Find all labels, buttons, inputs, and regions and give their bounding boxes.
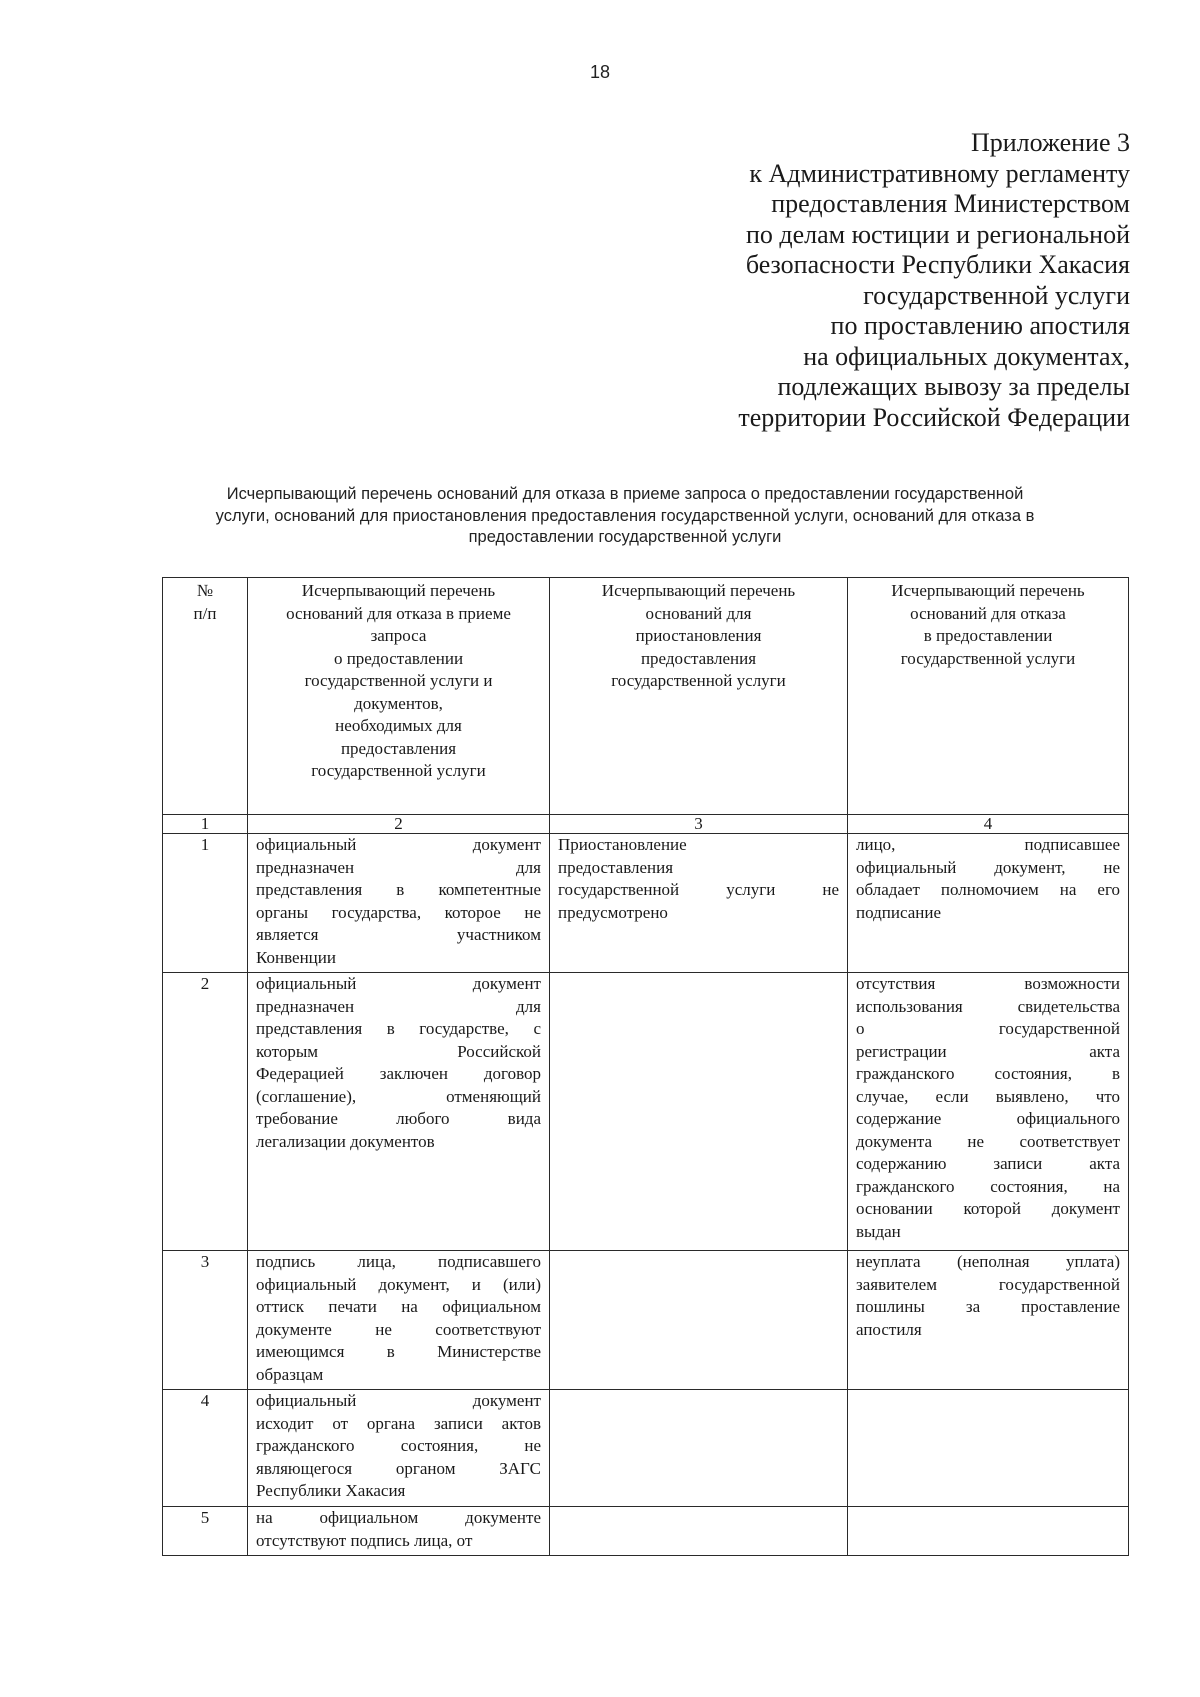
header-line: Исчерпывающий перечень xyxy=(601,581,796,600)
cell-line: основании которой документ xyxy=(856,1199,1120,1218)
title-line: услуги, оснований для приостановления предоставления государственной услуги, оснований для отказа в xyxy=(215,506,1035,525)
cell-line: представления в компетентные xyxy=(256,880,541,899)
cell-refusal-intake xyxy=(248,834,550,973)
column-number-row xyxy=(163,815,1129,834)
header-cell-suspension xyxy=(550,578,848,815)
header-line: оснований для отказа xyxy=(910,603,1066,623)
appendix-line: Приложение 3 xyxy=(970,128,1130,157)
cell-line: государственной услуги не xyxy=(558,880,839,899)
cell-line: заявителем государственной xyxy=(856,1274,1120,1294)
header-cell-refusal-intake xyxy=(248,578,550,815)
cell-line: подпись лица, подписавшего xyxy=(256,1252,541,1271)
header-line: государственной услуги xyxy=(311,761,486,780)
cell-line: предназначен для xyxy=(256,996,541,1016)
cell-line: неуплата (неполная уплата) xyxy=(856,1252,1120,1271)
cell-line: документе не соответствуют xyxy=(256,1319,541,1339)
cell-line: требование любого вида xyxy=(256,1109,541,1128)
appendix-line: к Административному регламенту xyxy=(749,158,1130,188)
cell-refusal-service xyxy=(848,973,1129,1251)
title-line: предоставлении государственной услуги xyxy=(468,528,782,546)
cell-line: отсутствия возможности xyxy=(856,974,1120,993)
cell-line: лицо, подписавшее xyxy=(856,835,1120,854)
appendix-line: по делам юстиции и региональной xyxy=(745,219,1130,249)
cell-line: официальный документ xyxy=(256,1391,541,1410)
cell-line: содержание официального xyxy=(856,1109,1120,1128)
cell-line: обладает полномочием на его xyxy=(856,880,1120,899)
appendix-line: подлежащих вывозу за пределы xyxy=(777,372,1130,401)
title-line: Исчерпывающий перечень оснований для отказа в приеме запроса о предоставлении государственной xyxy=(226,485,1024,503)
cell-line: пошлины за проставление xyxy=(856,1297,1120,1316)
header-line: документов, xyxy=(354,693,443,713)
header-line: необходимых для xyxy=(335,716,462,735)
table-row xyxy=(163,1507,1129,1556)
grounds-table xyxy=(162,577,1129,1556)
appendix-line: безопасности Республики Хакасия xyxy=(745,250,1130,279)
cell-line: оттиск печати на официальном xyxy=(256,1297,541,1316)
cell-line: апостиля xyxy=(856,1319,922,1339)
cell-line: является участником xyxy=(256,925,541,944)
cell-line: исходит от органа записи актов xyxy=(256,1413,541,1433)
cell-line: предусмотрено xyxy=(558,902,668,922)
cell-suspension xyxy=(550,834,848,973)
cell-line: Конвенции xyxy=(256,947,336,967)
header-line: в предоставлении xyxy=(923,626,1053,645)
header-line: государственной услуги xyxy=(611,671,786,690)
header-line: п/п xyxy=(193,603,217,623)
cell-line: официальный документ xyxy=(256,835,541,854)
row-number: 3 xyxy=(163,1251,248,1390)
document-title xyxy=(150,484,1100,549)
cell-refusal-service xyxy=(848,834,1129,973)
header-cell-refusal-service xyxy=(848,578,1129,815)
column-number: 3 xyxy=(550,815,848,834)
header-line: государственной услуги xyxy=(900,648,1076,668)
header-line: предоставления xyxy=(640,648,757,668)
appendix-line: территории Российской Федерации xyxy=(738,402,1130,432)
cell-refusal-intake xyxy=(248,1507,550,1556)
table-row xyxy=(163,1251,1129,1390)
header-line: запроса xyxy=(370,626,427,645)
header-line: государственной услуги и xyxy=(304,671,493,690)
row-number: 5 xyxy=(163,1507,248,1556)
cell-line: подписание xyxy=(856,902,941,922)
cell-line: легализации документов xyxy=(256,1131,435,1151)
header-line: оснований для xyxy=(645,603,752,623)
appendix-line: на официальных документах, xyxy=(803,341,1130,371)
cell-line: которым Российской xyxy=(256,1041,541,1061)
appendix-block xyxy=(738,128,1130,433)
row-number: 2 xyxy=(163,973,248,1251)
cell-line: предоставления xyxy=(558,857,674,877)
cell-suspension xyxy=(550,1251,848,1390)
header-line: Исчерпывающий перечень xyxy=(891,581,1085,600)
header-line: Исчерпывающий перечень xyxy=(301,581,496,600)
header-line: предоставления xyxy=(340,738,457,758)
page-number: 18 xyxy=(589,62,611,82)
cell-line: Федерацией заключен договор xyxy=(256,1064,541,1083)
appendix-line: по проставлению апостиля xyxy=(830,311,1130,340)
row-number: 4 xyxy=(163,1390,248,1507)
cell-line: содержанию записи акта xyxy=(856,1154,1120,1173)
appendix-line: государственной услуги xyxy=(863,280,1130,310)
cell-line: гражданского состояния, не xyxy=(256,1436,541,1455)
header-cell-number xyxy=(163,578,248,815)
column-number: 1 xyxy=(163,815,248,834)
cell-suspension xyxy=(550,1390,848,1507)
header-line: оснований для отказа в приеме xyxy=(286,603,511,623)
cell-line: Республики Хакасия xyxy=(256,1481,406,1500)
cell-line: на официальном документе xyxy=(256,1508,541,1527)
table-header-row xyxy=(163,578,1129,815)
cell-line: использования свидетельства xyxy=(856,996,1120,1016)
cell-refusal-intake xyxy=(248,1251,550,1390)
row-number: 1 xyxy=(163,834,248,973)
cell-line: гражданского состояния, на xyxy=(856,1176,1120,1196)
cell-line: о государственной xyxy=(856,1019,1120,1038)
cell-refusal-intake xyxy=(248,973,550,1251)
header-line: приостановления xyxy=(635,626,762,645)
header-line: о предоставлении xyxy=(333,648,464,668)
cell-line: гражданского состояния, в xyxy=(856,1064,1120,1083)
appendix-line: предоставления Министерством xyxy=(771,189,1130,218)
cell-line: случае, если выявлено, что xyxy=(856,1086,1120,1106)
cell-line: предназначен для xyxy=(256,857,541,877)
cell-line: имеющимся в Министерстве xyxy=(256,1342,541,1361)
cell-refusal-intake xyxy=(248,1390,550,1507)
table-row xyxy=(163,1390,1129,1507)
cell-line: выдан xyxy=(856,1221,901,1241)
cell-line: Приостановление xyxy=(558,835,687,854)
cell-refusal-service xyxy=(848,1251,1129,1390)
cell-line: образцам xyxy=(256,1364,324,1384)
cell-line: (соглашение), отменяющий xyxy=(256,1086,541,1106)
cell-line: отсутствуют подпись лица, от xyxy=(256,1530,473,1550)
column-number: 2 xyxy=(248,815,550,834)
cell-line: представления в государстве, с xyxy=(256,1019,541,1038)
header-line: № xyxy=(196,581,214,600)
cell-suspension xyxy=(550,1507,848,1556)
cell-suspension xyxy=(550,973,848,1251)
cell-line: органы государства, которое не xyxy=(256,902,541,922)
cell-line: являющегося органом ЗАГС xyxy=(256,1458,541,1478)
cell-line: документа не соответствует xyxy=(856,1131,1120,1151)
cell-line: регистрации акта xyxy=(856,1041,1120,1061)
cell-line: официальный документ xyxy=(256,974,541,993)
cell-line: официальный документ, и (или) xyxy=(256,1274,541,1294)
cell-refusal-service xyxy=(848,1507,1129,1556)
cell-line: официальный документ, не xyxy=(856,857,1120,877)
table-row xyxy=(163,973,1129,1251)
column-number: 4 xyxy=(848,815,1129,834)
table-row xyxy=(163,834,1129,973)
cell-refusal-service xyxy=(848,1390,1129,1507)
